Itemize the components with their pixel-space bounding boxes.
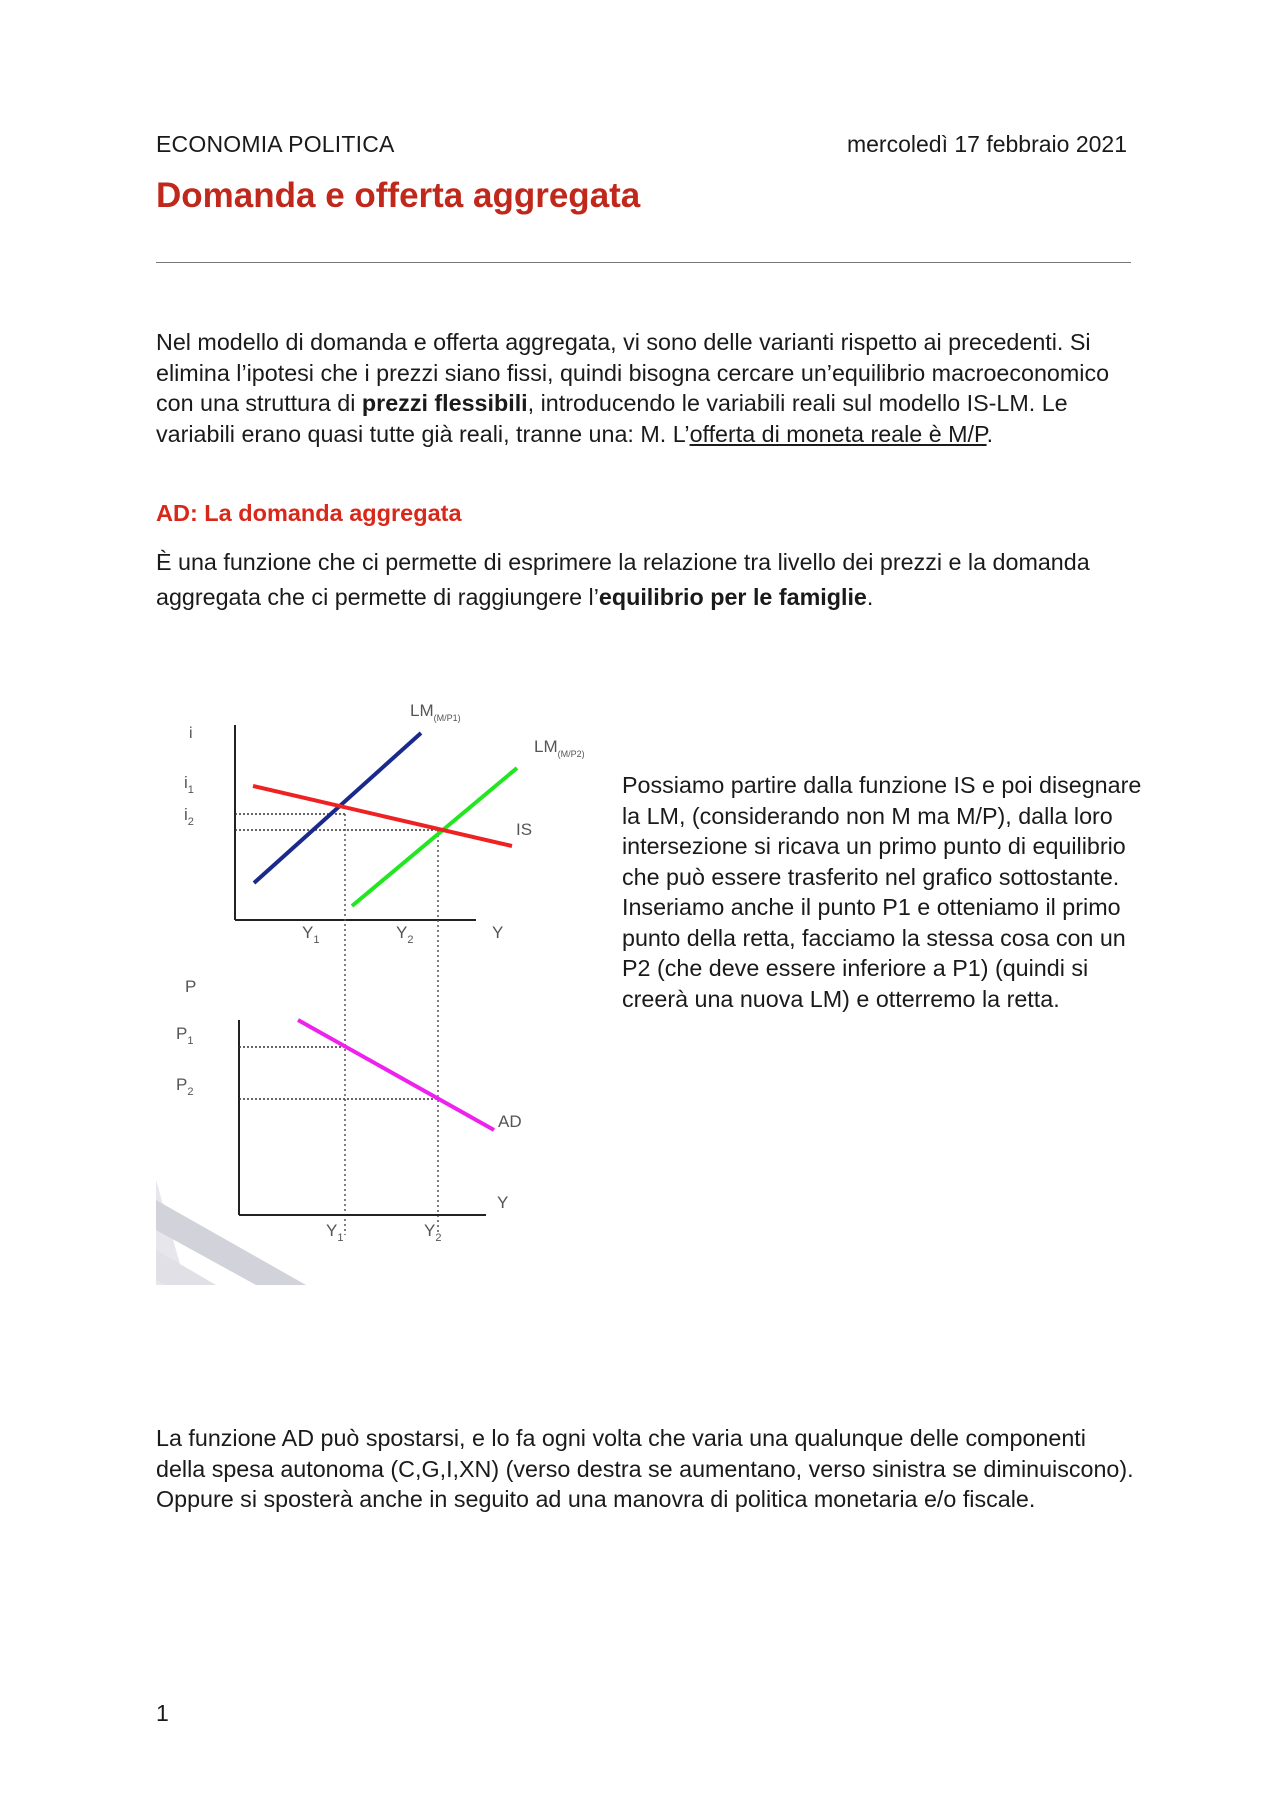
label-i2: $i_2$ (184, 805, 194, 828)
ad-curve (298, 1020, 494, 1130)
label-p2: $P_2$ (176, 1075, 194, 1098)
is-lm-ad-figure (156, 690, 596, 1285)
label-lm-mp2: $LM_{(M/P2)}$ (534, 737, 585, 759)
lm-mp2-curve (352, 768, 517, 906)
top-y-axis-label: i (189, 725, 193, 742)
header-divider (156, 262, 1131, 263)
page-title: Domanda e offerta aggregata (156, 176, 641, 215)
section-heading-ad: AD: La domanda aggregata (156, 500, 462, 526)
label-lm-mp1: $LM_{(M/P1)}$ (410, 701, 461, 723)
lm-mp1-curve (254, 733, 421, 883)
label-p1: $P_1$ (176, 1024, 194, 1047)
bottom-x-axis-label: Y (497, 1193, 509, 1212)
label-y1-top: $Y_1$ (302, 923, 320, 946)
label-i1: $i_1$ (184, 773, 194, 796)
label-y2-bottom: $Y_2$ (424, 1221, 442, 1244)
page-number: 1 (156, 1700, 169, 1726)
subject-header: ECONOMIA POLITICA (156, 131, 395, 157)
bold-prezzi-flessibili: prezzi flessibili (361, 390, 528, 416)
bold-equilibrio-famiglie: equilibrio per le famiglie (598, 584, 867, 610)
ad-shift-paragraph: La funzione AD può spostarsi, e lo fa ogni volta che varia una qualunque delle componenti della spesa autonoma (C,G,I,XN) (verso destra se aumentano, verso sinistra se diminuiscono). Oppure si sposterà anche in seguito ad una manovra di politica monetaria e/o fiscale. (156, 1425, 1134, 1512)
top-x-axis-label: Y (492, 923, 504, 942)
is-lm-ad-chart (156, 690, 596, 1285)
intro-paragraph: Nel modello di domanda e offerta aggregata, vi sono delle varianti rispetto ai precedenti. Si elimina l’ipotesi che i prezzi siano fissi, quindi bisogna cercare un’equilibrio macroeconomico con una struttura di prezzi flessibili, introducendo le variabili reali sul modello IS-LM. Le variabili erano quasi tutte già reali, tranne una: M. L’offerta di moneta reale è M/P. (156, 329, 1110, 447)
label-y1-bottom: $Y_1$ (326, 1221, 344, 1244)
label-y2-top: $Y_2$ (396, 923, 414, 946)
bottom-y-axis-label: P (185, 977, 197, 996)
label-ad: AD (498, 1112, 522, 1131)
ad-definition-paragraph: È una funzione che ci permette di esprimere la relazione tra livello dei prezzi e la domanda aggregata che ci permette di raggiungere l’equilibrio per le famiglie. (156, 549, 1090, 610)
figure-explanation: Possiamo partire dalla funzione IS e poi disegnare la LM, (considerando non M ma M/P), dalla loro intersezione si ricava un primo punto di equilibrio che può essere trasferito nel grafico sottostante. Inseriamo anche il punto P1 e otteniamo il primo punto della retta, facciamo la stessa cosa con un P2 (che deve essere inferiore a P1) (quindi si creerà una nuova LM) e otterremo la retta. (622, 772, 1142, 1012)
date-header: mercoledì 17 febbraio 2021 (846, 131, 1127, 157)
is-curve (253, 786, 512, 846)
label-is: IS (516, 820, 533, 839)
underlined-moneta-reale: offerta di moneta reale è M/P (689, 420, 987, 447)
